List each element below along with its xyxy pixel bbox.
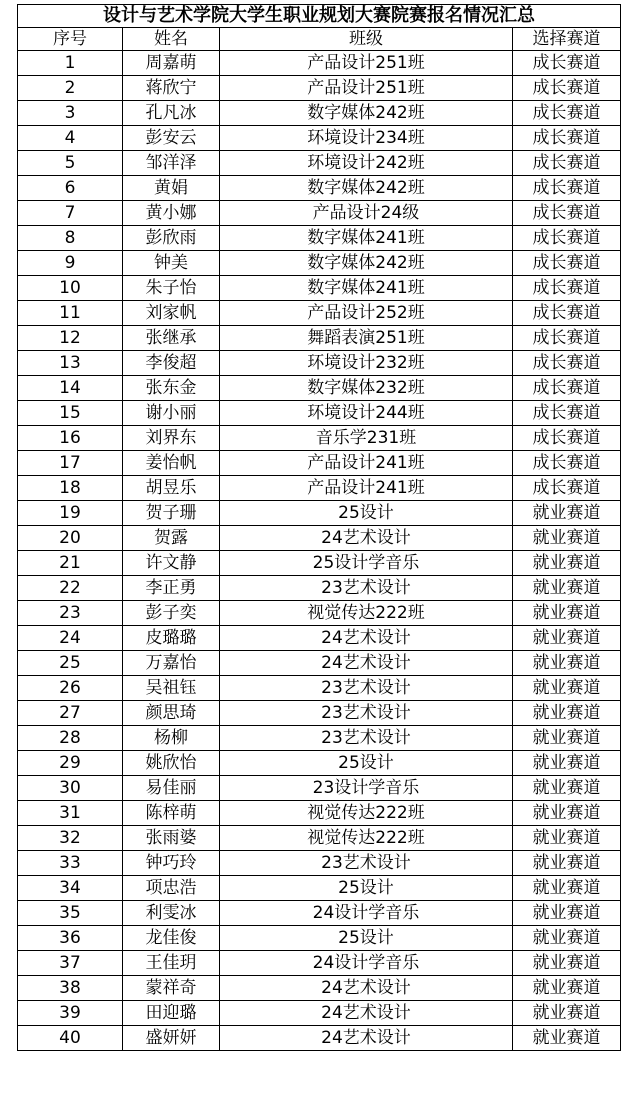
cell-class: 23设计学音乐 bbox=[220, 776, 513, 801]
cell-class: 数字媒体242班 bbox=[220, 176, 513, 201]
table-row bbox=[18, 851, 621, 876]
table-row bbox=[18, 326, 621, 351]
cell-track: 成长赛道 bbox=[513, 76, 621, 101]
cell-seq: 7 bbox=[18, 201, 123, 226]
cell-track: 就业赛道 bbox=[513, 851, 621, 876]
cell-track: 成长赛道 bbox=[513, 226, 621, 251]
table-row bbox=[18, 76, 621, 101]
cell-seq: 11 bbox=[18, 301, 123, 326]
cell-seq: 33 bbox=[18, 851, 123, 876]
header-row bbox=[18, 28, 621, 51]
cell-track: 成长赛道 bbox=[513, 151, 621, 176]
cell-track: 就业赛道 bbox=[513, 901, 621, 926]
cell-name: 王佳玥 bbox=[123, 951, 220, 976]
cell-name: 邹洋泽 bbox=[123, 151, 220, 176]
table-row bbox=[18, 626, 621, 651]
cell-class: 视觉传达222班 bbox=[220, 801, 513, 826]
cell-class: 24设计学音乐 bbox=[220, 901, 513, 926]
cell-track: 就业赛道 bbox=[513, 651, 621, 676]
cell-name: 钟巧玲 bbox=[123, 851, 220, 876]
cell-class: 25设计 bbox=[220, 751, 513, 776]
cell-track: 成长赛道 bbox=[513, 326, 621, 351]
table-row bbox=[18, 501, 621, 526]
cell-seq: 15 bbox=[18, 401, 123, 426]
cell-name: 蒋欣宁 bbox=[123, 76, 220, 101]
cell-name: 刘界东 bbox=[123, 426, 220, 451]
cell-name: 周嘉萌 bbox=[123, 51, 220, 76]
cell-seq: 17 bbox=[18, 451, 123, 476]
cell-name: 利雯冰 bbox=[123, 901, 220, 926]
cell-seq: 28 bbox=[18, 726, 123, 751]
table-row bbox=[18, 376, 621, 401]
table-row bbox=[18, 801, 621, 826]
sheet-title: 设计与艺术学院大学生职业规划大赛院赛报名情况汇总 bbox=[18, 5, 621, 28]
title-row bbox=[18, 5, 621, 28]
table-row bbox=[18, 776, 621, 801]
cell-class: 环境设计244班 bbox=[220, 401, 513, 426]
cell-class: 24艺术设计 bbox=[220, 526, 513, 551]
cell-class: 25设计 bbox=[220, 926, 513, 951]
cell-seq: 22 bbox=[18, 576, 123, 601]
cell-name: 龙佳俊 bbox=[123, 926, 220, 951]
cell-class: 数字媒体232班 bbox=[220, 376, 513, 401]
table-row bbox=[18, 51, 621, 76]
cell-name: 姚欣怡 bbox=[123, 751, 220, 776]
cell-class: 视觉传达222班 bbox=[220, 826, 513, 851]
cell-name: 张东金 bbox=[123, 376, 220, 401]
table-row bbox=[18, 676, 621, 701]
table-row bbox=[18, 476, 621, 501]
column-header-track: 选择赛道 bbox=[513, 28, 621, 51]
cell-seq: 14 bbox=[18, 376, 123, 401]
cell-name: 张雨婆 bbox=[123, 826, 220, 851]
cell-name: 刘家帆 bbox=[123, 301, 220, 326]
cell-seq: 38 bbox=[18, 976, 123, 1001]
cell-track: 就业赛道 bbox=[513, 576, 621, 601]
cell-seq: 2 bbox=[18, 76, 123, 101]
cell-class: 23艺术设计 bbox=[220, 726, 513, 751]
cell-name: 钟美 bbox=[123, 251, 220, 276]
cell-track: 就业赛道 bbox=[513, 826, 621, 851]
table-head bbox=[18, 5, 621, 51]
cell-track: 就业赛道 bbox=[513, 551, 621, 576]
cell-class: 音乐学231班 bbox=[220, 426, 513, 451]
column-header-class: 班级 bbox=[220, 28, 513, 51]
cell-class: 23艺术设计 bbox=[220, 701, 513, 726]
column-header-seq: 序号 bbox=[18, 28, 123, 51]
cell-name: 张继承 bbox=[123, 326, 220, 351]
table-row bbox=[18, 726, 621, 751]
cell-seq: 13 bbox=[18, 351, 123, 376]
table-row bbox=[18, 126, 621, 151]
cell-seq: 37 bbox=[18, 951, 123, 976]
cell-class: 24设计学音乐 bbox=[220, 951, 513, 976]
cell-track: 就业赛道 bbox=[513, 701, 621, 726]
cell-class: 25设计 bbox=[220, 876, 513, 901]
cell-seq: 26 bbox=[18, 676, 123, 701]
cell-class: 24艺术设计 bbox=[220, 1001, 513, 1026]
table-row bbox=[18, 1001, 621, 1026]
table-row bbox=[18, 526, 621, 551]
table-row bbox=[18, 226, 621, 251]
cell-class: 数字媒体241班 bbox=[220, 226, 513, 251]
cell-class: 24艺术设计 bbox=[220, 651, 513, 676]
table-body bbox=[18, 51, 621, 1051]
cell-name: 吴祖钰 bbox=[123, 676, 220, 701]
table-row bbox=[18, 826, 621, 851]
cell-seq: 9 bbox=[18, 251, 123, 276]
cell-class: 产品设计251班 bbox=[220, 51, 513, 76]
cell-seq: 40 bbox=[18, 1026, 123, 1051]
table-row bbox=[18, 451, 621, 476]
cell-name: 颜思琦 bbox=[123, 701, 220, 726]
cell-track: 成长赛道 bbox=[513, 276, 621, 301]
cell-seq: 21 bbox=[18, 551, 123, 576]
cell-name: 姜怡帆 bbox=[123, 451, 220, 476]
cell-seq: 32 bbox=[18, 826, 123, 851]
cell-class: 产品设计251班 bbox=[220, 76, 513, 101]
cell-track: 就业赛道 bbox=[513, 976, 621, 1001]
cell-track: 成长赛道 bbox=[513, 476, 621, 501]
table-row bbox=[18, 201, 621, 226]
cell-name: 彭欣雨 bbox=[123, 226, 220, 251]
cell-name: 贺子珊 bbox=[123, 501, 220, 526]
cell-class: 环境设计242班 bbox=[220, 151, 513, 176]
cell-track: 成长赛道 bbox=[513, 301, 621, 326]
cell-name: 盛妍妍 bbox=[123, 1026, 220, 1051]
cell-name: 陈梓萌 bbox=[123, 801, 220, 826]
cell-name: 谢小丽 bbox=[123, 401, 220, 426]
cell-class: 25设计 bbox=[220, 501, 513, 526]
cell-seq: 27 bbox=[18, 701, 123, 726]
cell-name: 朱子怡 bbox=[123, 276, 220, 301]
table-row bbox=[18, 601, 621, 626]
cell-seq: 19 bbox=[18, 501, 123, 526]
cell-name: 李正勇 bbox=[123, 576, 220, 601]
cell-class: 产品设计24级 bbox=[220, 201, 513, 226]
cell-class: 产品设计241班 bbox=[220, 476, 513, 501]
cell-name: 李俊超 bbox=[123, 351, 220, 376]
cell-class: 24艺术设计 bbox=[220, 626, 513, 651]
cell-seq: 39 bbox=[18, 1001, 123, 1026]
cell-name: 胡昱乐 bbox=[123, 476, 220, 501]
cell-track: 就业赛道 bbox=[513, 676, 621, 701]
cell-name: 彭安云 bbox=[123, 126, 220, 151]
cell-track: 就业赛道 bbox=[513, 926, 621, 951]
cell-name: 田迎璐 bbox=[123, 1001, 220, 1026]
column-header-name: 姓名 bbox=[123, 28, 220, 51]
cell-class: 视觉传达222班 bbox=[220, 601, 513, 626]
table-row bbox=[18, 276, 621, 301]
cell-name: 项忠浩 bbox=[123, 876, 220, 901]
registration-table bbox=[17, 4, 621, 1051]
cell-seq: 6 bbox=[18, 176, 123, 201]
cell-class: 舞蹈表演251班 bbox=[220, 326, 513, 351]
cell-track: 就业赛道 bbox=[513, 1026, 621, 1051]
cell-seq: 10 bbox=[18, 276, 123, 301]
cell-track: 成长赛道 bbox=[513, 401, 621, 426]
cell-class: 环境设计232班 bbox=[220, 351, 513, 376]
table-row bbox=[18, 301, 621, 326]
table-row bbox=[18, 951, 621, 976]
cell-class: 25设计学音乐 bbox=[220, 551, 513, 576]
cell-track: 成长赛道 bbox=[513, 51, 621, 76]
table-row bbox=[18, 101, 621, 126]
cell-name: 易佳丽 bbox=[123, 776, 220, 801]
cell-track: 成长赛道 bbox=[513, 451, 621, 476]
cell-seq: 1 bbox=[18, 51, 123, 76]
table-row bbox=[18, 926, 621, 951]
cell-track: 就业赛道 bbox=[513, 876, 621, 901]
cell-class: 24艺术设计 bbox=[220, 1026, 513, 1051]
cell-seq: 12 bbox=[18, 326, 123, 351]
table-row bbox=[18, 701, 621, 726]
cell-track: 就业赛道 bbox=[513, 501, 621, 526]
cell-track: 就业赛道 bbox=[513, 801, 621, 826]
cell-name: 黄娟 bbox=[123, 176, 220, 201]
table-row bbox=[18, 651, 621, 676]
cell-track: 成长赛道 bbox=[513, 251, 621, 276]
cell-class: 23艺术设计 bbox=[220, 851, 513, 876]
table-row bbox=[18, 576, 621, 601]
cell-class: 数字媒体242班 bbox=[220, 101, 513, 126]
cell-name: 贺露 bbox=[123, 526, 220, 551]
table-row bbox=[18, 251, 621, 276]
cell-class: 23艺术设计 bbox=[220, 676, 513, 701]
cell-track: 就业赛道 bbox=[513, 726, 621, 751]
cell-track: 就业赛道 bbox=[513, 601, 621, 626]
table-row bbox=[18, 176, 621, 201]
registration-sheet bbox=[17, 4, 620, 1051]
cell-track: 就业赛道 bbox=[513, 951, 621, 976]
cell-seq: 25 bbox=[18, 651, 123, 676]
cell-seq: 30 bbox=[18, 776, 123, 801]
table-row bbox=[18, 1026, 621, 1051]
cell-track: 就业赛道 bbox=[513, 751, 621, 776]
cell-track: 就业赛道 bbox=[513, 776, 621, 801]
cell-track: 成长赛道 bbox=[513, 426, 621, 451]
cell-track: 成长赛道 bbox=[513, 126, 621, 151]
cell-name: 孔凡冰 bbox=[123, 101, 220, 126]
cell-name: 万嘉怡 bbox=[123, 651, 220, 676]
cell-seq: 31 bbox=[18, 801, 123, 826]
cell-track: 成长赛道 bbox=[513, 351, 621, 376]
cell-seq: 5 bbox=[18, 151, 123, 176]
cell-class: 23艺术设计 bbox=[220, 576, 513, 601]
cell-class: 24艺术设计 bbox=[220, 976, 513, 1001]
cell-track: 成长赛道 bbox=[513, 101, 621, 126]
table-row bbox=[18, 401, 621, 426]
cell-seq: 35 bbox=[18, 901, 123, 926]
cell-seq: 3 bbox=[18, 101, 123, 126]
cell-seq: 23 bbox=[18, 601, 123, 626]
cell-seq: 8 bbox=[18, 226, 123, 251]
table-row bbox=[18, 426, 621, 451]
cell-track: 就业赛道 bbox=[513, 526, 621, 551]
cell-track: 成长赛道 bbox=[513, 376, 621, 401]
table-row bbox=[18, 151, 621, 176]
cell-track: 就业赛道 bbox=[513, 1001, 621, 1026]
cell-name: 彭子奕 bbox=[123, 601, 220, 626]
cell-seq: 34 bbox=[18, 876, 123, 901]
cell-track: 就业赛道 bbox=[513, 626, 621, 651]
cell-name: 杨柳 bbox=[123, 726, 220, 751]
table-row bbox=[18, 351, 621, 376]
table-row bbox=[18, 901, 621, 926]
cell-name: 黄小娜 bbox=[123, 201, 220, 226]
cell-class: 产品设计241班 bbox=[220, 451, 513, 476]
table-row bbox=[18, 551, 621, 576]
cell-name: 蒙祥奇 bbox=[123, 976, 220, 1001]
cell-track: 成长赛道 bbox=[513, 201, 621, 226]
cell-seq: 36 bbox=[18, 926, 123, 951]
cell-class: 产品设计252班 bbox=[220, 301, 513, 326]
cell-seq: 29 bbox=[18, 751, 123, 776]
cell-class: 环境设计234班 bbox=[220, 126, 513, 151]
table-row bbox=[18, 976, 621, 1001]
cell-seq: 20 bbox=[18, 526, 123, 551]
cell-seq: 24 bbox=[18, 626, 123, 651]
cell-class: 数字媒体242班 bbox=[220, 251, 513, 276]
cell-name: 许文静 bbox=[123, 551, 220, 576]
cell-seq: 18 bbox=[18, 476, 123, 501]
table-row bbox=[18, 876, 621, 901]
cell-seq: 16 bbox=[18, 426, 123, 451]
table-row bbox=[18, 751, 621, 776]
cell-name: 皮璐璐 bbox=[123, 626, 220, 651]
cell-seq: 4 bbox=[18, 126, 123, 151]
cell-class: 数字媒体241班 bbox=[220, 276, 513, 301]
cell-track: 成长赛道 bbox=[513, 176, 621, 201]
